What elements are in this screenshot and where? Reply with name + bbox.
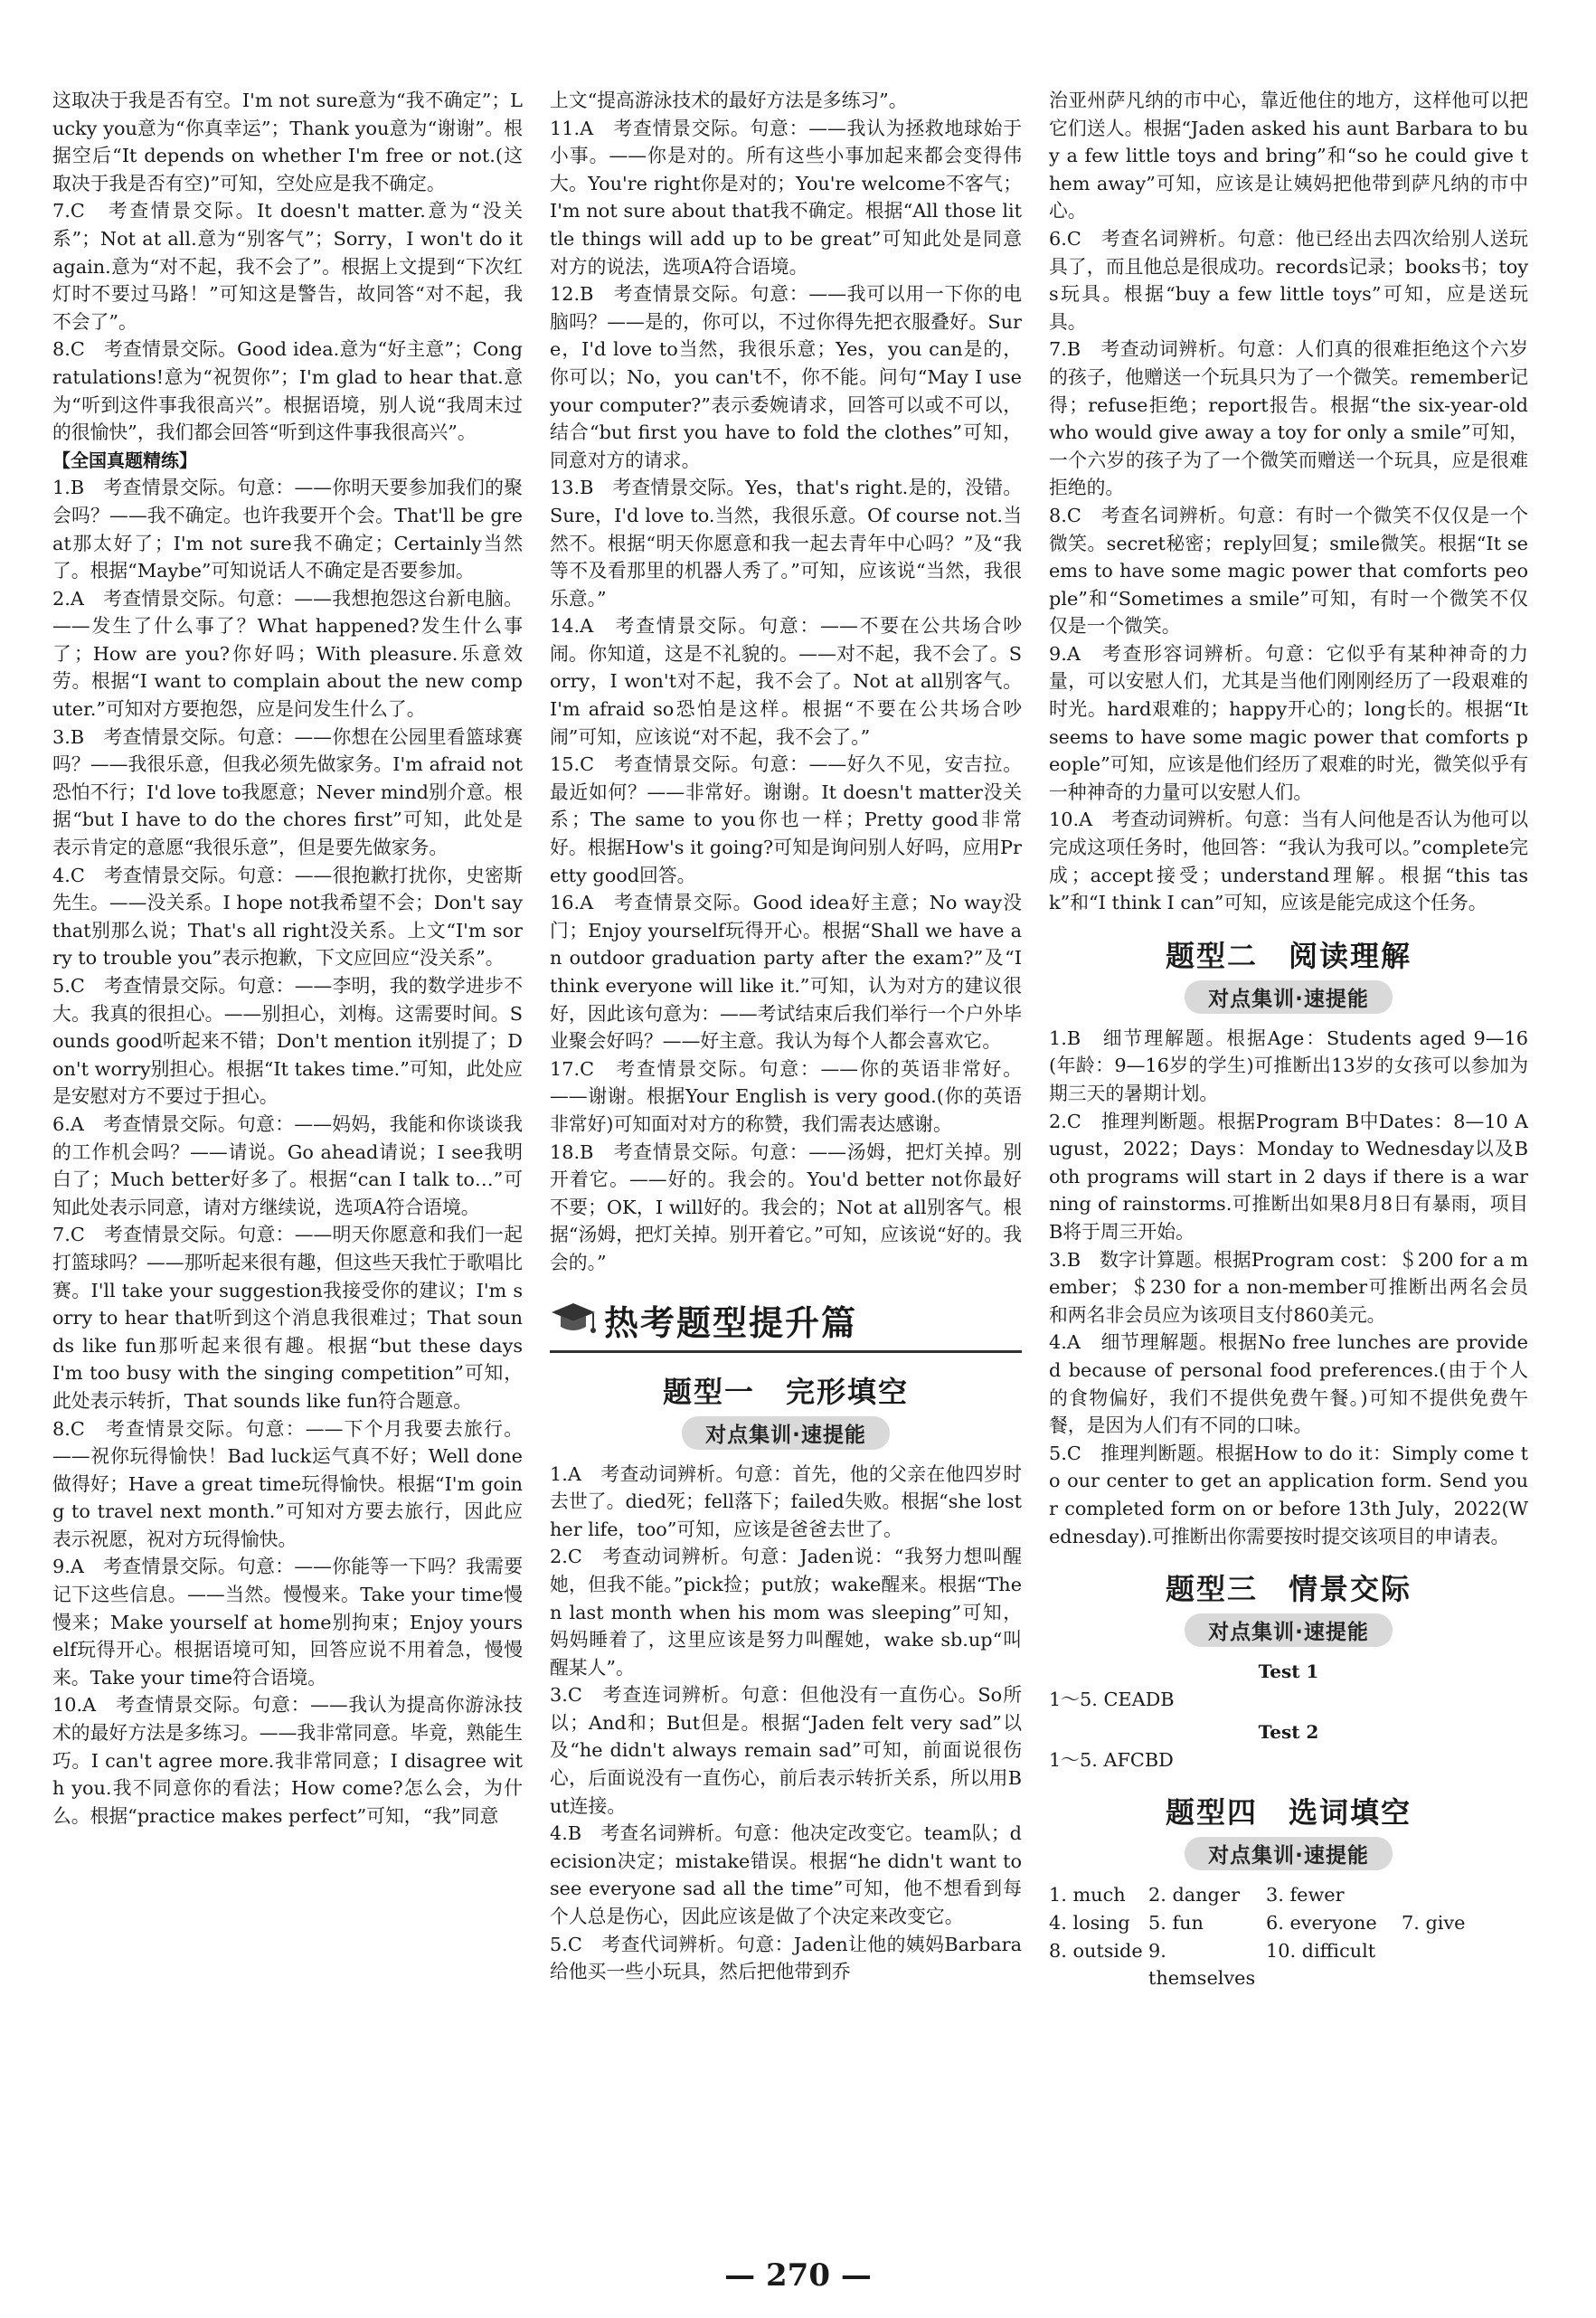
word-answer: 2. danger	[1148, 1884, 1241, 1906]
column-3-cloze-answers	[1049, 87, 1528, 917]
column-2-cloze-answers	[550, 1461, 1022, 1986]
word-answer: 4. losing	[1049, 1912, 1130, 1935]
answer-paragraph: 上文“提高游泳技术的最好方法是多练习”。	[550, 90, 908, 111]
answer-paragraph: 18.B 考查情景交际。句意：——汤姆，把灯关掉。别开着它。——好的。我会的。You'd better not你最好不要；OK，I will好的。我会的；Not at all别客气。根据“汤姆，把灯关掉。别开着它。”可知，应该说“好的。我会的。”	[550, 1140, 1022, 1273]
column-3-reading-answers	[1049, 1025, 1528, 1550]
answer-paragraph: 治亚州萨凡纳的市中心，靠近他住的地方，这样他可以把它们送人。根据“Jaden asked his aunt Barbara to buy a few little toys and bring”和“so he could give them away”可知，应该是让姨妈把他带到萨凡纳的市中心。	[1049, 90, 1528, 222]
test-1-answers: 1～5. CEADB	[1049, 1688, 1175, 1710]
answer-paragraph: 7.B 考查动词辨析。句意：人们真的很难拒绝这个六岁的孩子，他赠送一个玩具只为了一个微笑。remember记得；refuse拒绝；report报告。根据“the six-year-old who would give away a toy for only a smile”可知，一个六岁的孩子为了一个微笑而赠送一个玩具，应是很难拒绝的。	[1049, 338, 1528, 499]
answer-paragraph: 2.C 推理判断题。根据Program B中Dates：8—10 August，2022；Days：Monday to Wednesday以及Both programs will start in 2 days if there is a warning of rainstorms.可推断出如果8月8日有暴雨，项目B将于周三开始。	[1049, 1110, 1528, 1243]
answer-paragraph: 3.B 数字计算题。根据Program cost：＄200 for a member；＄230 for a non-member可推断出两名会员和两名非会员应为该项目支付860美元。	[1049, 1248, 1528, 1326]
test-2-answers: 1～5. AFCBD	[1049, 1748, 1174, 1771]
word-fill-answers	[1049, 1881, 1528, 1992]
answer-paragraph: 9.A 考查形容词辨析。句意：它似乎有某种神奇的力量，可以安慰人们，尤其是当他们刚刚经历了一段艰难的时光。hard艰难的；happy开心的；long长的。根据“It seems to have some magic power that comforts people”可知，应该是他们经历了艰难的时光，微笑似乎有一种神奇的力量可以安慰人们。	[1049, 642, 1528, 803]
practice-banner: 对点集训·速提能	[1185, 1613, 1393, 1647]
section-title-type4: 题型四 选词填空	[1165, 1795, 1412, 1831]
answer-paragraph: 6.C 考查名词辨析。句意：他已经出去四次给别人送玩具了，而且他总是很成功。records记录；books书；toys玩具。根据“buy a few little toys”可知，应是送玩具。	[1049, 227, 1528, 333]
answer-paragraph: 13.B 考查情景交际。Yes，that's right.是的，没错。Sure，I'd love to.当然，我很乐意。Of course not.当然不。根据“明天你愿意和我一起去青年中心吗？”及“我等不及看那里的机器人秀了。”可知，应该说“当然，我很乐意。”	[550, 477, 1022, 610]
practice-banner: 对点集训·速提能	[1185, 980, 1393, 1014]
answer-paragraph: 9.A 考查情景交际。句意：——你能等一下吗？我需要记下这些信息。——当然。慢慢来。Take your time慢慢来；Make yourself at home别拘束；Enjoy yourself玩得开心。根据语境可知，回答应说不用着急，慢慢来。Take your time符合语境。	[52, 1556, 523, 1689]
answer-paragraph: 17.C 考查情景交际。句意：——你的英语非常好。——谢谢。根据Your English is very good.(你的英语非常好)可知面对对方的称赞，我们需表达感谢。	[550, 1057, 1022, 1135]
answer-paragraph: 1.A 考查动词辨析。句意：首先，他的父亲在他四岁时去世了。died死；fell落下；failed失败。根据“she lost her life，too”可知，应该是爸爸去世了。	[550, 1462, 1022, 1540]
word-answer	[1402, 1881, 1501, 1909]
answer-paragraph: 11.A 考查情景交际。句意：——我认为拯救地球始于小事。——你是对的。所有这些小事加起来都会变得伟大。You're right你是对的；You're welcome不客气；I'm not sure about that我不确定。根据“All those little things will add up to be great”可知此处是同意对方的说法，选项A符合语境。	[550, 117, 1022, 278]
answer-paragraph: 7.C 考查情景交际。句意：——明天你愿意和我们一起打篮球吗？——那听起来很有趣，但这些天我忙于歌唱比赛。I'll take your suggestion我接受你的建议；I'm sorry to hear that听到这个消息我很难过；That sounds like fun那听起来很有趣。根据“but these days I'm too busy with the singing competition”可知，此处表示转折，That sounds like fun符合题意。	[52, 1224, 523, 1412]
answer-paragraph: 15.C 考查情景交际。句意：——好久不见，安吉拉。最近如何？——非常好。谢谢。It doesn't matter没关系；The same to you你也一样；Pretty good非常好。根据How's it going?可知是询问别人好吗，应用Pretty good回答。	[550, 753, 1022, 886]
answer-paragraph: 16.A 考查情景交际。Good idea好主意；No way没门；Enjoy yourself玩得开心。根据“Shall we have an outdoor graduation party after the exam?”及“I think everyone will like it.”可知，认为对方的建议很好，因此该句意为：——考试结束后我们举行一个户外毕业聚会好吗？——好主意。我认为每个人都会喜欢它。	[550, 892, 1022, 1053]
answer-paragraph: 10.A 考查情景交际。句意：——我认为提高你游泳技术的最好方法是多练习。——我非常同意。毕竟，熟能生巧。I can't agree more.我非常同意；I disagree with you.我不同意你的看法；How come?怎么会，为什么。根据“practice makes perfect”可知，“我”同意	[52, 1694, 523, 1827]
answer-paragraph: 10.A 考查动词辨析。句意：当有人问他是否认为他可以完成这项任务时，他回答：“我认为我可以。”complete完成；accept接受；understand理解。根据“this task”和“I think I can”可知，应该是能完成这个任务。	[1049, 809, 1528, 914]
hot-section-header	[550, 1295, 1022, 1353]
answer-paragraph: 5.C 考查代词辨析。句意：Jaden让他的姨妈Barbara给他买一些小玩具，然后把他带到乔	[550, 1933, 1022, 1983]
answer-paragraph: 1.B 细节理解题。根据Age：Students aged 9—16(年龄：9—16岁的学生)可推断出13岁的女孩可以参加为期三天的暑期计划。	[1049, 1027, 1528, 1104]
section-title-type3: 题型三 情景交际	[1165, 1572, 1412, 1607]
test-1-label: Test 1	[1258, 1660, 1319, 1683]
word-answer	[1402, 1937, 1501, 1992]
answer-paragraph: 1.B 考查情景交际。句意：——你明天要参加我们的聚会吗？——我不确定。也许我要开个会。That'll be great那太好了；I'm not sure我不确定；Certainly当然了。根据“Maybe”可知说话人不确定是否要参加。	[52, 477, 523, 582]
section-title-type2: 题型二 阅读理解	[1165, 938, 1412, 973]
word-answer: 5. fun	[1148, 1912, 1204, 1935]
answer-paragraph: 12.B 考查情景交际。句意：——我可以用一下你的电脑吗？——是的，你可以，不过你得先把衣服叠好。Sure，I'd love to当然，我很乐意；Yes，you can是的，你可以；No，you can't不，你不能。问句“May I use your computer?”表示委婉请求，回答可以或不可以，结合“but first you have to fold the clothes”可知，同意对方的请求。	[550, 283, 1022, 471]
practice-banner: 对点集训·速提能	[682, 1416, 890, 1450]
word-answer: 7. give	[1402, 1912, 1466, 1935]
word-answer: 6. everyone	[1266, 1912, 1377, 1935]
word-answer: 9. themselves	[1148, 1939, 1256, 1990]
answer-paragraph: 2.C 考查动词辨析。句意：Jaden说：“我努力想叫醒她，但我不能。”pick捡；put放；wake醒来。根据“Then last month when his mom was sleeping”可知，妈妈睡着了，这里应该是努力叫醒她，wake sb.up“叫醒某人”。	[550, 1546, 1022, 1679]
answer-paragraph: 6.A 考查情景交际。句意：——妈妈，我能和你谈谈我的工作机会吗？——请说。Go ahead请说；I see我明白了；Much better好多了。根据“can I talk to…”可知此处表示同意，请对方继续说，选项A符合语境。	[52, 1112, 523, 1218]
hot-section-title: 热考题型提升篇	[604, 1302, 858, 1343]
answer-paragraph: 5.C 考查情景交际。句意：——李明，我的数学进步不大。我真的很担心。——别担心，刘梅。这需要时间。Sounds good听起来不错；Don't mention it别提了；Don't worry别担心。根据“It takes time.”可知，此处应是安慰对方不要过于担心。	[52, 975, 523, 1108]
answer-paragraph: 8.C 考查名词辨析。句意：有时一个微笑不仅仅是一个微笑。secret秘密；reply回复；smile微笑。根据“It seems to have some magic power that comforts people”和“Sometimes a smile”可知，有时一个微笑不仅仅是一个微笑。	[1049, 504, 1528, 638]
answer-paragraph: 14.A 考查情景交际。句意：——不要在公共场合吵闹。你知道，这是不礼貌的。——对不起，我不会了。Sorry，I won't对不起，我不会了。Not at all别客气。I'm afraid so恐怕是这样。根据“不要在公共场合吵闹”可知，应该说“对不起，我不会了。”	[550, 615, 1022, 748]
test-2-label: Test 2	[1258, 1721, 1319, 1744]
answer-paragraph: 3.B 考查情景交际。句意：——你想在公园里看篮球赛吗？——我很乐意，但我必须先做家务。I'm afraid not恐怕不行；I'd love to我愿意；Never mind别介意。根据“but I have to do the chores first”可知，此处是表示肯定的意愿“我很乐意”，但是要先做家务。	[52, 725, 523, 859]
section-title-type1: 题型一 完形填空	[662, 1374, 909, 1409]
word-answer: 1. much	[1049, 1884, 1126, 1906]
graduation-cap-icon	[550, 1300, 597, 1339]
answer-paragraph: 4.C 考查情景交际。句意：——很抱歉打扰你，史密斯先生。——没关系。I hope not我希望不会；Don't say that别那么说；That's all right没关系。上文“I'm sorry to trouble you”表示抱歉，下文应回应“没关系”。	[52, 864, 523, 970]
column-2	[550, 87, 1022, 1986]
answer-paragraph: 8.C 考查情景交际。Good idea.意为“好主意”；Congratulations!意为“祝贺你”；I'm glad to hear that.意为“听到这件事我很高兴”。根据语境，别人说“我周末过的很愉快”，我们都会回答“听到这件事我很高兴”。	[52, 338, 523, 444]
answer-paragraph: 4.A 细节理解题。根据No free lunches are provided because of personal food preferences.(由于个人的食物偏好，我们不提供免费午餐。)可知不提供免费午餐，是因为人们有不同的口味。	[1049, 1331, 1528, 1437]
column-3	[1049, 87, 1528, 1992]
answer-paragraph: 4.B 考查名词辨析。句意：他决定改变它。team队；decision决定；mistake错误。根据“he didn't want to see everyone sad all the time”可知，他不想看到每个人总是伤心，因此应该是做了个决定来改变它。	[550, 1822, 1022, 1928]
column-2-answers	[550, 87, 1022, 1277]
answer-paragraph: 3.C 考查连词辨析。句意：但他没有一直伤心。So所以；And和；But但是。根据“Jaden felt very sad”以及“he didn't always remain sad”可知，前面说很伤心，后面说没有一直伤心，前后表示转折关系，所以用But连接。	[550, 1684, 1022, 1817]
answer-paragraph: 8.C 考查情景交际。句意：——下个月我要去旅行。——祝你玩得愉快！Bad luck运气真不好；Well done做得好；Have a great time玩得愉快。根据“I'm going to travel next month.”可知对方要去旅行，因此应表示祝愿，祝对方玩得愉快。	[52, 1417, 523, 1550]
word-answer: 8. outside	[1049, 1939, 1143, 1962]
answer-paragraph: 这取决于我是否有空。I'm not sure意为“我不确定”；Lucky you意为“你真幸运”；Thank you意为“谢谢”。根据空后“It depends on whether I'm free or not.(这取决于我是否有空)”可知，空处应是我不确定。	[52, 90, 523, 194]
answer-paragraph: 2.A 考查情景交际。句意：——我想抱怨这台新电脑。——发生了什么事了？What happened?发生什么事了；How are you?你好吗；With pleasure.乐意效劳。根据“I want to complain about the new computer.”可知对方要抱怨，应是问发生什么了。	[52, 587, 523, 721]
practice-banner: 对点集训·速提能	[1185, 1837, 1393, 1870]
column-1	[52, 87, 523, 1830]
section-heading: 【全国真题精练】	[52, 449, 197, 471]
word-answer: 10. difficult	[1266, 1939, 1376, 1962]
page-number: — 270 —	[724, 2257, 872, 2294]
answer-paragraph: 5.C 推理判断题。根据How to do it：Simply come to our center to get an application form. Send your completed form on or before 13th July，2022(Wednesday).可推断出你需要按时提交该项目的申请表。	[1049, 1442, 1528, 1547]
answer-paragraph: 7.C 考查情景交际。It doesn't matter.意为“没关系”；Not at all.意为“别客气”；Sorry，I won't do it again.意为“对不起，我不会了”。根据上文提到“下次红灯时不要过马路！”可知这是警告，故同答“对不起，我不会了”。	[52, 200, 523, 333]
word-answer: 3. fewer	[1266, 1884, 1345, 1906]
